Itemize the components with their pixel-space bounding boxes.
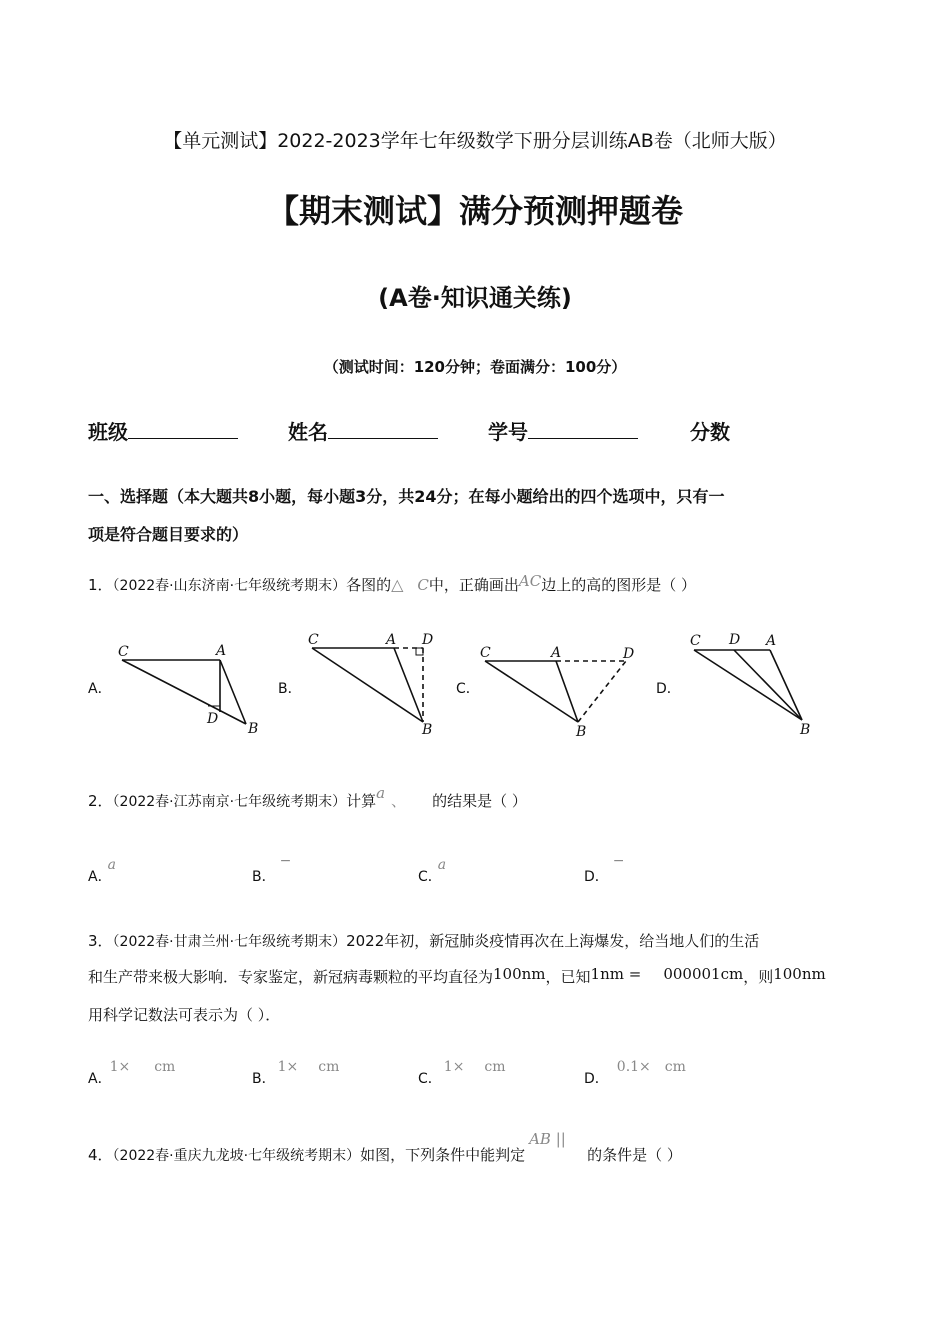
question-1-option-d[interactable]: D．: [656, 681, 681, 697]
question-2-option-c[interactable]: [418, 857, 450, 886]
question-3-math-value: 000001cm: [663, 965, 744, 983]
figure-c-label-c: C: [480, 645, 491, 661]
question-3-math-100nm: 100nm: [493, 965, 546, 983]
figure-d-label-b: B: [800, 722, 811, 738]
question-3-line3: 用科学记数法可表示为（ ）．: [88, 1006, 281, 1024]
question-2-option-a-label: A．: [88, 869, 112, 885]
question-2-option-a-math: a: [107, 857, 116, 873]
question-3-option-b-label: B．: [252, 1071, 276, 1087]
question-1-number: 1．: [88, 576, 113, 594]
question-3-option-a-label: A．: [88, 1071, 112, 1087]
figure-b: [312, 648, 423, 722]
exam-info: （测试时间：120分钟；卷面满分：100分）: [323, 358, 627, 376]
question-2-option-d[interactable]: [584, 853, 625, 886]
question-2-option-d-label: D．: [584, 869, 609, 885]
field-score-label: 分数: [690, 420, 730, 444]
section-heading-line1: 一、选择题（本大题共8小题，每小题3分，共24分；在每小题给出的四个选项中，只有一: [88, 487, 725, 506]
question-2: [88, 784, 527, 811]
question-1-text-a: 各图的: [346, 576, 392, 594]
question-2-source: （2022春·江苏南京·七年级统考期末）: [112, 794, 347, 810]
figure-b-label-d: D: [422, 632, 434, 648]
question-3-option-b-unit: cm: [318, 1059, 340, 1075]
question-1: [88, 574, 696, 595]
question-1-option-c[interactable]: C．: [456, 681, 480, 697]
field-class-label: 班级: [88, 420, 128, 444]
question-1-math-c: C: [417, 576, 429, 594]
question-4: [88, 1130, 682, 1165]
figure-c-label-b: B: [576, 724, 587, 740]
question-3-line1: [88, 930, 759, 951]
question-4-text-a: 如图，下列条件中能判定: [360, 1146, 526, 1164]
question-3-option-d[interactable]: [584, 1059, 686, 1088]
page-subtitle: (A卷·知识通关练): [378, 284, 572, 312]
question-1-figures: [0, 620, 950, 750]
question-3-line2-a: 和生产带来极大影响．专家鉴定，新冠病毒颗粒的平均直径为: [88, 968, 494, 986]
question-3-option-a[interactable]: [88, 1059, 176, 1088]
figure-b-label-b: B: [422, 722, 433, 738]
figure-a-label-a: A: [216, 643, 227, 659]
question-1-text-b: 中，正确画出: [428, 576, 519, 594]
question-3-math-100nm-b: 100nm: [773, 965, 826, 983]
question-2-option-b-math: −: [279, 853, 292, 869]
question-1-option-b[interactable]: B．: [278, 681, 302, 697]
question-3-option-d-coef: 0.1×: [616, 1059, 651, 1075]
question-1-math-ac: AC: [518, 572, 542, 590]
question-3-line2-c: ，则: [743, 968, 774, 986]
question-4-source: （2022春·重庆九龙坡·七年级统考期末）: [112, 1148, 361, 1164]
figure-c: [485, 661, 626, 722]
figure-a-label-b: B: [248, 721, 259, 737]
question-2-option-c-math: a: [437, 857, 447, 873]
question-2-option-a[interactable]: [88, 857, 120, 886]
field-name-blank[interactable]: [328, 418, 438, 439]
question-3-option-d-unit: cm: [664, 1059, 686, 1075]
question-2-text-a: 计算: [346, 792, 377, 810]
question-1-text-c: 边上的高的图形是（ ）: [541, 576, 696, 594]
figure-a-label-c: C: [118, 644, 129, 660]
figure-d-label-a: A: [766, 633, 777, 649]
field-name-label: 姓名: [288, 420, 328, 444]
question-3-option-c-coef: 1×: [443, 1059, 465, 1075]
figure-d-label-c: C: [690, 633, 701, 649]
question-2-option-c-label: C．: [418, 869, 442, 885]
question-1-option-a[interactable]: A．: [88, 681, 112, 697]
document-header: 【单元测试】2022-2023学年七年级数学下册分层训练AB卷（北师大版）: [163, 130, 787, 152]
field-name: [288, 416, 438, 445]
question-3-source: （2022春·甘肃兰州·七年级统考期末）: [112, 934, 347, 950]
question-2-text-b: 的结果是（ ）: [432, 792, 527, 810]
figure-d-label-d: D: [729, 632, 741, 648]
question-3-text-a: 2022年初，新冠肺炎疫情再次在上海爆发，给当地人们的生活: [346, 932, 760, 950]
figure-c-label-d: D: [623, 646, 635, 662]
question-4-text-b: 的条件是（ ）: [587, 1146, 682, 1164]
question-4-math: AB ||: [529, 1130, 566, 1148]
field-score: [690, 416, 730, 445]
field-class: [88, 416, 238, 445]
question-2-math-b: 、: [391, 792, 407, 810]
field-number-label: 学号: [488, 420, 528, 444]
question-3-option-c-label: C．: [418, 1071, 442, 1087]
question-3-option-d-label: D．: [584, 1071, 609, 1087]
question-1-math-triangle: △: [391, 575, 404, 594]
field-number: [488, 416, 638, 445]
figure-b-label-c: C: [308, 632, 319, 648]
question-3-option-b[interactable]: [252, 1059, 340, 1088]
figure-a: [122, 660, 246, 724]
figure-a-label-d: D: [207, 711, 219, 727]
page-title: 【期末测试】满分预测押题卷: [266, 192, 683, 230]
question-2-option-d-math: −: [612, 853, 625, 869]
question-3-option-c-unit: cm: [484, 1059, 506, 1075]
question-3-math-1nm: 1nm =: [590, 965, 642, 983]
question-3-option-a-coef: 1×: [109, 1059, 131, 1075]
question-1-source: （2022春·山东济南·七年级统考期末）: [112, 578, 347, 594]
figure-c-label-a: A: [551, 645, 562, 661]
question-3-option-b-coef: 1×: [277, 1059, 299, 1075]
figure-d: [694, 650, 802, 720]
question-3-option-c[interactable]: [418, 1059, 506, 1088]
question-4-number: 4．: [88, 1146, 113, 1164]
question-2-option-b-label: B．: [252, 869, 276, 885]
section-heading-line2: 项是符合题目要求的）: [88, 525, 249, 544]
question-2-number: 2．: [88, 792, 113, 810]
field-class-blank[interactable]: [128, 418, 238, 439]
question-3-number: 3．: [88, 932, 113, 950]
question-2-math: a: [376, 784, 386, 802]
question-3-line2-b: ，已知: [545, 968, 591, 986]
figure-b-label-a: A: [386, 632, 397, 648]
question-2-option-b[interactable]: [252, 853, 292, 886]
question-3-option-a-unit: cm: [154, 1059, 176, 1075]
field-number-blank[interactable]: [528, 418, 638, 439]
question-3-line2: [88, 966, 826, 987]
